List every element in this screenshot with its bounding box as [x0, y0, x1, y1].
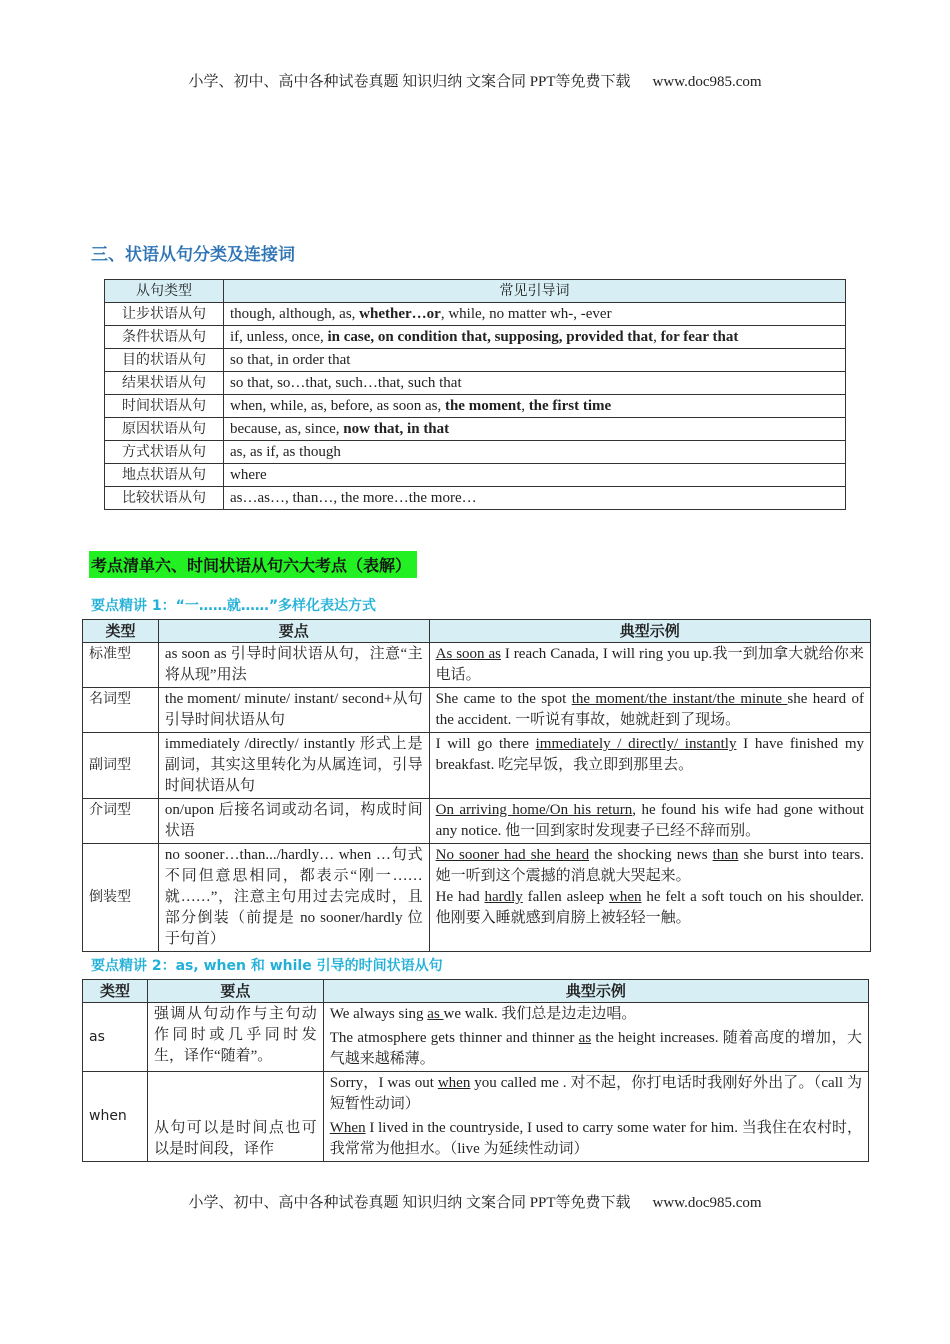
row-type: 地点状语从句 — [105, 464, 224, 487]
example-sentence — [330, 1004, 862, 1025]
plain-text: I lived in the countryside, I used to carry some water for him. 当我住在农村时，我常常为他担水。（live 为延续性动词） — [329, 1120, 862, 1157]
row-example — [323, 1003, 868, 1072]
column-header-type: 类型 — [83, 980, 148, 1003]
table-row — [105, 418, 846, 441]
plain-text: I have finished my breakfast. 吃完早饭，我立即到那里去。 — [435, 736, 864, 773]
page-footer — [0, 1191, 950, 1212]
plain-text: The atmosphere gets thinner and thinner — [329, 1030, 579, 1046]
page-header — [0, 70, 950, 91]
example-sentence — [330, 1118, 862, 1160]
plain-text: she burst into tears. 她一听到这个震撼的消息就大哭起来。 — [435, 847, 864, 884]
column-header-point: 要点 — [158, 620, 429, 643]
underlined-text: When — [329, 1120, 366, 1136]
point2-table — [82, 979, 869, 1162]
table-row — [83, 688, 871, 733]
row-point: no sooner…than.../hardly… when …句式不同但意思相同，都表示“刚一……就……”，注意主句用过去完成时，且部分倒装（前提是 no sooner/hardly 位于句首） — [158, 844, 429, 952]
row-type: 比较状语从句 — [105, 487, 224, 510]
plain-text: because, as, since, — [230, 421, 344, 437]
bold-text: whether…or — [359, 306, 441, 322]
table-row — [83, 643, 871, 688]
row-example — [429, 844, 870, 952]
row-type: 方式状语从句 — [105, 441, 224, 464]
table-row — [83, 1003, 869, 1072]
row-point: 强调从句动作与主句动作同时或几乎同时发生，译作“随着”。 — [147, 1003, 323, 1072]
row-type: 结果状语从句 — [105, 372, 224, 395]
row-type: 时间状语从句 — [105, 395, 224, 418]
row-example — [429, 643, 870, 688]
table-row — [105, 487, 846, 510]
table-row — [105, 349, 846, 372]
row-example — [323, 1072, 868, 1162]
underlined-text: when — [437, 1075, 471, 1091]
list6-title: 考点清单六、时间状语从句六大考点（表解） — [89, 551, 417, 578]
example-sentence — [330, 1028, 862, 1070]
plain-text: We always sing — [329, 1006, 428, 1022]
bold-text: in case, on condition that, supposing, provided that — [327, 329, 654, 345]
plain-text: She came to the spot — [435, 691, 572, 707]
point1-title: 要点精讲 1：“一……就……”多样化表达方式 — [91, 598, 377, 614]
row-type: 条件状语从句 — [105, 326, 224, 349]
table-row — [83, 1072, 869, 1162]
table-header-row — [83, 980, 869, 1003]
row-type: 倒装型 — [83, 844, 159, 952]
row-point: the moment/ minute/ instant/ second+从句引导时间状语从句 — [158, 688, 429, 733]
footer-site[interactable]: www.doc985.com — [652, 1195, 762, 1211]
column-header-example: 典型示例 — [429, 620, 870, 643]
table-row — [83, 799, 871, 844]
plain-text: I reach Canada, I will ring you up.我一到加拿大就给你来电话。 — [435, 646, 864, 683]
table-header-row — [83, 620, 871, 643]
plain-text: He had — [435, 889, 485, 905]
example-sentence — [436, 887, 864, 929]
point2-title: 要点精讲 2：as, when 和 while 引导的时间状语从句 — [91, 958, 443, 974]
column-header-example: 典型示例 — [323, 980, 868, 1003]
column-header-type: 类型 — [83, 620, 159, 643]
plain-text: though, although, as, — [230, 306, 360, 322]
plain-text: , — [521, 398, 529, 414]
plain-text: if, unless, once, — [230, 329, 328, 345]
bold-text: the moment — [444, 398, 522, 414]
row-connectors: as…as…, than…, the more…the more… — [224, 487, 846, 510]
row-point: as soon as 引导时间状语从句，注意“主将从现”用法 — [158, 643, 429, 688]
underlined-text: the moment/the instant/the minute — [571, 691, 788, 707]
table-row — [105, 395, 846, 418]
plain-text: the shocking news — [589, 847, 713, 863]
plain-text: the height increases. 随着高度的增加，大气越来越稀薄。 — [329, 1030, 862, 1067]
row-example — [429, 799, 870, 844]
row-point: on/upon 后接名词或动名词，构成时间状语 — [158, 799, 429, 844]
plain-text: when, while, as, before, as soon as, — [230, 398, 445, 414]
row-example — [429, 733, 870, 799]
row-type: when — [83, 1072, 148, 1162]
plain-text: Sorry，I was out — [329, 1075, 438, 1091]
underlined-text: as — [427, 1006, 444, 1022]
header-text: 小学、初中、高中各种试卷真题 知识归纳 文案合同 PPT等免费下载 — [188, 74, 631, 90]
row-connectors: as, as if, as though — [224, 441, 846, 464]
underlined-text: On arriving home/On his return — [435, 802, 633, 818]
table-row — [105, 464, 846, 487]
row-connectors: where — [224, 464, 846, 487]
plain-text: you called me . 对不起，你打电话时我刚好外出了。（call 为短暂性动词） — [329, 1075, 862, 1112]
example-sentence — [436, 845, 864, 887]
row-type: 介词型 — [83, 799, 159, 844]
row-connectors: so that, so…that, such…that, such that — [224, 372, 846, 395]
underlined-text: as — [578, 1030, 592, 1046]
table-header-row — [105, 280, 846, 303]
row-connectors — [224, 418, 846, 441]
plain-text: fallen asleep — [522, 889, 609, 905]
clause-type-table — [104, 279, 846, 510]
underlined-text: when — [608, 889, 642, 905]
underlined-text: than — [712, 847, 739, 863]
row-point: immediately /directly/ instantly 形式上是副词，其实这里转化为从属连词，引导时间状语从句 — [158, 733, 429, 799]
point1-table — [82, 619, 871, 952]
plain-text: she heard of the accident. 一听说有事故，她就赶到了现场。 — [435, 691, 864, 728]
column-header-point: 要点 — [147, 980, 323, 1003]
row-type: 标准型 — [83, 643, 159, 688]
row-connectors — [224, 303, 846, 326]
example-sentence — [330, 1073, 862, 1115]
bold-text: the first time — [528, 398, 612, 414]
plain-text: I will go there — [435, 736, 536, 752]
row-connectors: so that, in order that — [224, 349, 846, 372]
plain-text: , he found his wife had gone without any notice. 他一回到家时发现妻子已经不辞而别。 — [435, 802, 864, 839]
column-header-connectors: 常见引导词 — [224, 280, 846, 303]
table-row — [105, 303, 846, 326]
table-row — [105, 372, 846, 395]
underlined-text: No sooner had she heard — [435, 847, 590, 863]
row-type: 名词型 — [83, 688, 159, 733]
underlined-text: As soon as — [435, 646, 501, 662]
footer-text: 小学、初中、高中各种试卷真题 知识归纳 文案合同 PPT等免费下载 — [188, 1195, 631, 1211]
plain-text: , — [653, 329, 661, 345]
row-point: 从句可以是时间点也可以是时间段，译作 — [147, 1072, 323, 1162]
table-row — [105, 441, 846, 464]
row-type: 副词型 — [83, 733, 159, 799]
table-row — [83, 844, 871, 952]
table-row — [83, 733, 871, 799]
bold-text: now that, in that — [343, 421, 450, 437]
plain-text: , while, no matter wh-, -ever — [440, 306, 612, 322]
underlined-text: immediately / directly/ instantly — [535, 736, 737, 752]
row-type: 让步状语从句 — [105, 303, 224, 326]
section-title: 三、状语从句分类及连接词 — [91, 245, 295, 265]
row-example — [429, 688, 870, 733]
row-type: as — [83, 1003, 148, 1072]
plain-text: he felt a soft touch on his shoulder. 他刚要入睡就感到肩膀上被轻轻一触。 — [435, 889, 865, 926]
underlined-text: hardly — [484, 889, 523, 905]
row-type: 原因状语从句 — [105, 418, 224, 441]
column-header-type: 从句类型 — [105, 280, 224, 303]
header-site[interactable]: www.doc985.com — [652, 74, 762, 90]
bold-text: for fear that — [660, 329, 739, 345]
row-connectors — [224, 395, 846, 418]
row-type: 目的状语从句 — [105, 349, 224, 372]
row-connectors — [224, 326, 846, 349]
table-row — [105, 326, 846, 349]
plain-text: we walk. 我们总是边走边唱。 — [443, 1006, 637, 1022]
